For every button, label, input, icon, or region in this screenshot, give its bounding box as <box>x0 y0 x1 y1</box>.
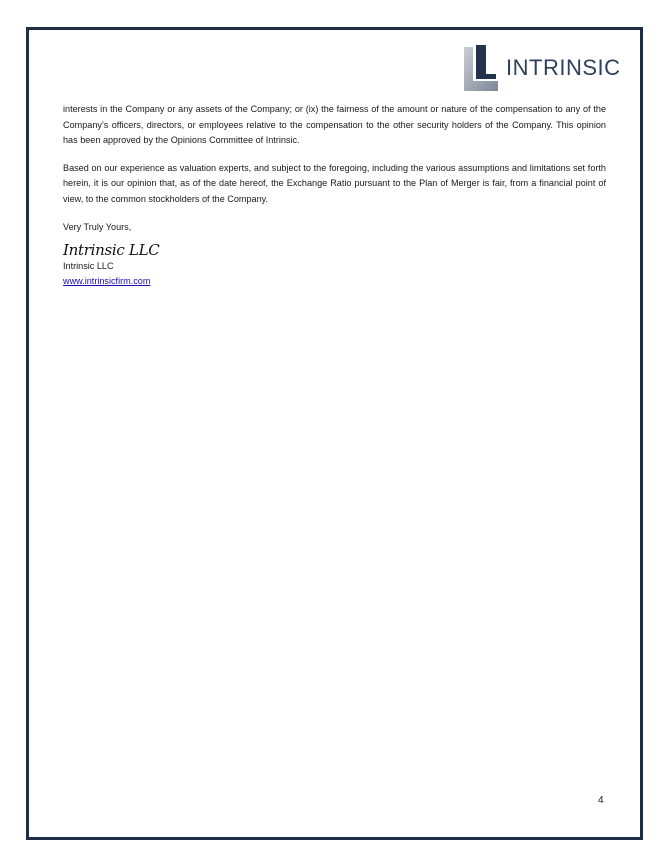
letter-body <box>63 102 606 290</box>
firm-name: Intrinsic LLC <box>63 261 114 272</box>
intrinsic-logo <box>464 45 621 91</box>
signature: Intrinsic LLC <box>63 241 160 260</box>
page-number: 4 <box>598 795 604 806</box>
paragraph-limitations: interests in the Company or any assets of the Company; or (ix) the fairness of the amount or nature of the compensation to any of the Company’s officers, directors, or employees relative to the compensation to the other security holders of the Company. This opinion has been approved by the Opinions Committee of Intrinsic. <box>63 104 606 146</box>
paragraph-opinion: Based on our experience as valuation experts, and subject to the foregoing, including the various assumptions and limitations set forth herein, it is our opinion that, as of the date hereof, the Exchange Ratio pursuant to the Plan of Merger is fair, from a financial point of view, to the common stockholders of the Company. <box>63 162 606 204</box>
logo-wordmark: INTRINSIC <box>506 55 621 80</box>
intrinsic-logo-mark-icon <box>464 45 498 91</box>
website-link[interactable]: www.intrinsicfirm.com <box>63 276 151 287</box>
closing-salutation: Very Truly Yours, <box>63 221 132 232</box>
